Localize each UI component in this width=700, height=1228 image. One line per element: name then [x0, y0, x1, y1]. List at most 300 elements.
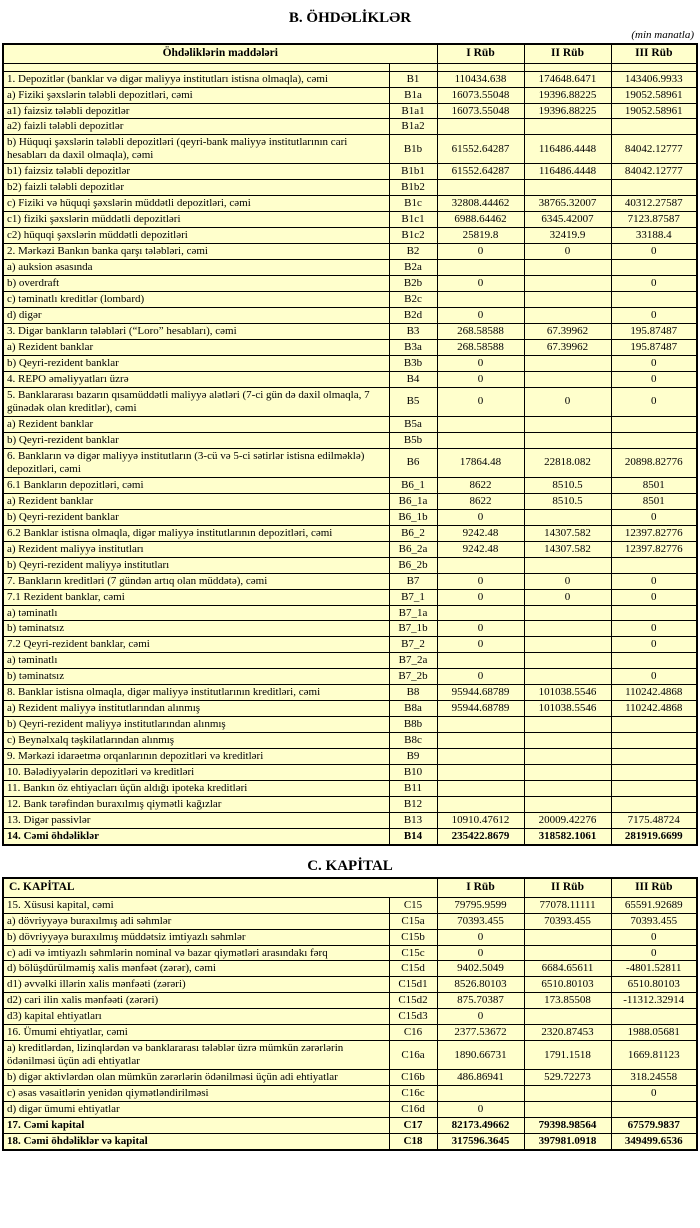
row-code: C17 [389, 1118, 437, 1134]
row-code: B7_2 [389, 637, 437, 653]
value-q3: 1669.81123 [611, 1041, 697, 1070]
table-row [3, 541, 697, 557]
table-row [3, 135, 697, 164]
value-q3 [611, 749, 697, 765]
value-q3: 0 [611, 387, 697, 416]
value-q2: 77078.11111 [524, 897, 611, 913]
row-label: 3. Digər bankların tələbləri (“Loro” hesabları), cəmi [3, 324, 389, 340]
value-q2: 174648.6471 [524, 71, 611, 87]
row-code: B7_2b [389, 669, 437, 685]
value-q1: 70393.455 [437, 913, 524, 929]
row-code: C16b [389, 1070, 437, 1086]
row-label: b) Qeyri-rezident banklar [3, 356, 389, 372]
row-label: b) təminatsız [3, 621, 389, 637]
value-q2 [524, 432, 611, 448]
row-label: 7.1 Rezident banklar, cəmi [3, 589, 389, 605]
value-q2: 6345.42007 [524, 212, 611, 228]
value-q3: 7175.48724 [611, 813, 697, 829]
value-q2 [524, 1102, 611, 1118]
value-q1: 0 [437, 589, 524, 605]
row-label: b) Qeyri-rezident banklar [3, 509, 389, 525]
value-q3: 33188.4 [611, 228, 697, 244]
value-q1 [437, 605, 524, 621]
row-code: C15 [389, 897, 437, 913]
table-row [3, 509, 697, 525]
column-header-q1: I Rüb [437, 878, 524, 897]
value-q1: 8526.80103 [437, 977, 524, 993]
value-q1 [437, 653, 524, 669]
row-code: B14 [389, 829, 437, 845]
value-q2: 0 [524, 387, 611, 416]
unit-note: (min manatla) [631, 29, 694, 41]
value-q3: 84042.12777 [611, 164, 697, 180]
value-q3: 0 [611, 276, 697, 292]
value-q2: 116486.4448 [524, 135, 611, 164]
value-q3 [611, 1009, 697, 1025]
table-row [3, 929, 697, 945]
table-row [3, 781, 697, 797]
row-label: a) təminatlı [3, 605, 389, 621]
table-row [3, 797, 697, 813]
table-row [3, 228, 697, 244]
value-q1: 0 [437, 356, 524, 372]
row-label: d) digər ümumi ehtiyatlar [3, 1102, 389, 1118]
table-row [3, 573, 697, 589]
table-row [3, 621, 697, 637]
value-q2: 79398.98564 [524, 1118, 611, 1134]
value-q3: 195.87487 [611, 340, 697, 356]
value-q1: 0 [437, 244, 524, 260]
table-row [3, 371, 697, 387]
column-header-items: Öhdəliklərin maddələri [3, 44, 437, 63]
column-header-q2: II Rüb [524, 44, 611, 63]
value-q2 [524, 276, 611, 292]
row-label: a) Rezident maliyyə institutlarından alınmış [3, 701, 389, 717]
row-label: d) bölüşdürülməmiş xalis mənfəət (zərər), cəmi [3, 961, 389, 977]
value-q1 [437, 119, 524, 135]
value-q2: 101038.5546 [524, 685, 611, 701]
table-row [3, 525, 697, 541]
value-q2 [524, 1086, 611, 1102]
table-row [3, 356, 697, 372]
value-q2: 2320.87453 [524, 1025, 611, 1041]
value-q2: 8510.5 [524, 493, 611, 509]
value-q1: 8622 [437, 477, 524, 493]
value-q2 [524, 371, 611, 387]
row-label: 17. Cəmi kapital [3, 1118, 389, 1134]
table-row [3, 669, 697, 685]
value-q3: 0 [611, 669, 697, 685]
value-q3: 1988.05681 [611, 1025, 697, 1041]
row-code: C16a [389, 1041, 437, 1070]
value-q2 [524, 416, 611, 432]
value-q3: 19052.58961 [611, 87, 697, 103]
value-q3: 110242.4868 [611, 701, 697, 717]
value-q1: 268.58588 [437, 340, 524, 356]
value-q1: 0 [437, 669, 524, 685]
table-row [3, 765, 697, 781]
value-q1 [437, 260, 524, 276]
table-row [3, 945, 697, 961]
table-row [3, 813, 697, 829]
value-q3: 0 [611, 929, 697, 945]
row-code: B5a [389, 416, 437, 432]
value-q1 [437, 749, 524, 765]
row-code: B1a2 [389, 119, 437, 135]
row-code: B1c2 [389, 228, 437, 244]
row-code: C15b [389, 929, 437, 945]
value-q1 [437, 765, 524, 781]
table-row [3, 557, 697, 573]
value-q1: 0 [437, 621, 524, 637]
row-code: B3 [389, 324, 437, 340]
table-row [3, 637, 697, 653]
row-label: d2) cari ilin xalis mənfəəti (zərəri) [3, 993, 389, 1009]
table-row [3, 653, 697, 669]
value-q3: 67579.9837 [611, 1118, 697, 1134]
row-label: 6.2 Banklar istisna olmaqla, digər maliyyə institutlarının depozitləri, cəmi [3, 525, 389, 541]
table-row [3, 1102, 697, 1118]
value-q2: 529.72273 [524, 1070, 611, 1086]
row-label: c2) hüquqi şəxslərin müddətli depozitləri [3, 228, 389, 244]
value-q1: 0 [437, 637, 524, 653]
table-row [3, 180, 697, 196]
value-q2 [524, 765, 611, 781]
value-q1: 32808.44462 [437, 196, 524, 212]
row-label: 9. Mərkəzi idarəetmə orqanlarının depozitləri və kreditləri [3, 749, 389, 765]
row-label: c) Fiziki və hüquqi şəxslərin müddətli depozitləri, cəmi [3, 196, 389, 212]
value-q3: 0 [611, 371, 697, 387]
value-q3 [611, 797, 697, 813]
row-code: B8a [389, 701, 437, 717]
value-q3: 0 [611, 637, 697, 653]
row-code: B5 [389, 387, 437, 416]
value-q3: -4801.52811 [611, 961, 697, 977]
table-row [3, 1118, 697, 1134]
row-code: C15d [389, 961, 437, 977]
row-label: 7.2 Qeyri-rezident banklar, cəmi [3, 637, 389, 653]
row-code: B6 [389, 448, 437, 477]
row-label: b) Qeyri-rezident maliyyə institutlarından alınmış [3, 717, 389, 733]
value-q1: 9242.48 [437, 541, 524, 557]
value-q3 [611, 717, 697, 733]
value-q2 [524, 945, 611, 961]
value-q1: 25819.8 [437, 228, 524, 244]
row-label: 4. REPO əməliyyatları üzrə [3, 371, 389, 387]
row-label [3, 63, 389, 71]
table-row [3, 1025, 697, 1041]
row-code: C16d [389, 1102, 437, 1118]
row-code: B2 [389, 244, 437, 260]
row-code: B2d [389, 308, 437, 324]
value-q3: 0 [611, 621, 697, 637]
column-header-q3: III Rüb [611, 878, 697, 897]
row-label: a) auksion əsasında [3, 260, 389, 276]
value-q1 [437, 180, 524, 196]
row-code: B3a [389, 340, 437, 356]
row-label: d3) kapital ehtiyatları [3, 1009, 389, 1025]
row-label: b2) faizli tələbli depozitlər [3, 180, 389, 196]
row-code: B2c [389, 292, 437, 308]
row-code: B8c [389, 733, 437, 749]
table-row [3, 589, 697, 605]
table-row [3, 164, 697, 180]
row-code: B1c [389, 196, 437, 212]
table-row [3, 897, 697, 913]
row-label: a) Rezident maliyyə institutları [3, 541, 389, 557]
row-code: B1b2 [389, 180, 437, 196]
row-code: B2b [389, 276, 437, 292]
table-row [3, 977, 697, 993]
value-q2: 101038.5546 [524, 701, 611, 717]
value-q3: 65591.92689 [611, 897, 697, 913]
value-q2 [524, 260, 611, 276]
value-q1 [437, 781, 524, 797]
table-row [3, 733, 697, 749]
row-code: B1b1 [389, 164, 437, 180]
capital-header-row [3, 878, 697, 897]
value-q1: 0 [437, 1009, 524, 1025]
table-row [3, 119, 697, 135]
value-q3 [611, 765, 697, 781]
row-code: B1b [389, 135, 437, 164]
liabilities-header-row [3, 44, 697, 63]
table-row [3, 324, 697, 340]
table-row [3, 212, 697, 228]
value-q3 [611, 180, 697, 196]
value-q3: 0 [611, 356, 697, 372]
row-code: C16c [389, 1086, 437, 1102]
value-q3: 8501 [611, 477, 697, 493]
spacer-row [3, 63, 697, 71]
value-q3: 6510.80103 [611, 977, 697, 993]
row-label: b) digər aktivlərdən olan mümkün zərərlərin ödənilməsi üçün adi ehtiyatlar [3, 1070, 389, 1086]
value-q2 [524, 669, 611, 685]
row-label: b) Qeyri-rezident banklar [3, 432, 389, 448]
value-q2: 1791.1518 [524, 1041, 611, 1070]
value-q3: 318.24558 [611, 1070, 697, 1086]
value-q3: 20898.82776 [611, 448, 697, 477]
value-q2 [524, 781, 611, 797]
value-q2 [524, 180, 611, 196]
table-row [3, 493, 697, 509]
row-label: d) digər [3, 308, 389, 324]
row-code: C15a [389, 913, 437, 929]
value-q1: 0 [437, 929, 524, 945]
table-row [3, 244, 697, 260]
row-label: 7. Bankların kreditləri (7 gündən artıq olan müddətə), cəmi [3, 573, 389, 589]
row-code: B1a1 [389, 103, 437, 119]
row-code: B7_2a [389, 653, 437, 669]
value-q3 [611, 292, 697, 308]
row-label: 16. Ümumi ehtiyatlar, cəmi [3, 1025, 389, 1041]
row-code: B6_2a [389, 541, 437, 557]
value-q2: 14307.582 [524, 525, 611, 541]
row-code: B7_1b [389, 621, 437, 637]
value-q2: 0 [524, 244, 611, 260]
value-q3: 19052.58961 [611, 103, 697, 119]
value-q3 [611, 260, 697, 276]
value-q2 [524, 1009, 611, 1025]
value-q2: 6510.80103 [524, 977, 611, 993]
row-label: 13. Digər passivlər [3, 813, 389, 829]
value-q3: 0 [611, 945, 697, 961]
row-label: b1) faizsiz tələbli depozitlər [3, 164, 389, 180]
value-q3 [611, 781, 697, 797]
value-q1 [437, 63, 524, 71]
table-row [3, 87, 697, 103]
value-q1: 61552.64287 [437, 135, 524, 164]
value-q3: 84042.12777 [611, 135, 697, 164]
value-q2 [524, 653, 611, 669]
value-q2 [524, 929, 611, 945]
row-label: 5. Banklararası bazarın qısamüddətli maliyyə alətləri (7-ci gün də daxil olmaqla, 7 günədək olan kreditlər), cəmi [3, 387, 389, 416]
value-q2 [524, 621, 611, 637]
value-q2: 6684.65611 [524, 961, 611, 977]
capital-table [2, 877, 698, 1151]
row-code: B12 [389, 797, 437, 813]
value-q1: 486.86941 [437, 1070, 524, 1086]
value-q2 [524, 797, 611, 813]
table-row [3, 913, 697, 929]
row-code: B6_2 [389, 525, 437, 541]
value-q1: 0 [437, 387, 524, 416]
value-q1: 82173.49662 [437, 1118, 524, 1134]
column-header-q3: III Rüb [611, 44, 697, 63]
value-q3: 0 [611, 308, 697, 324]
value-q1: 8622 [437, 493, 524, 509]
table-row [3, 1070, 697, 1086]
value-q1 [437, 717, 524, 733]
value-q2 [524, 557, 611, 573]
table-row [3, 448, 697, 477]
row-label: b) overdraft [3, 276, 389, 292]
row-label: a) dövriyyəyə buraxılmış adi səhmlər [3, 913, 389, 929]
row-label: 2. Mərkəzi Bankın banka qarşı tələbləri, cəmi [3, 244, 389, 260]
value-q3: 0 [611, 573, 697, 589]
row-code [389, 63, 437, 71]
row-code: C15c [389, 945, 437, 961]
row-label: a) Rezident banklar [3, 493, 389, 509]
value-q2: 0 [524, 573, 611, 589]
value-q1 [437, 797, 524, 813]
row-label: c1) fiziki şəxslərin müddətli depozitləri [3, 212, 389, 228]
value-q1: 17864.48 [437, 448, 524, 477]
row-code: B6_2b [389, 557, 437, 573]
value-q2: 8510.5 [524, 477, 611, 493]
value-q1: 317596.3645 [437, 1134, 524, 1150]
value-q1: 0 [437, 945, 524, 961]
table-row [3, 685, 697, 701]
value-q2 [524, 733, 611, 749]
row-code: B8 [389, 685, 437, 701]
table-row [3, 260, 697, 276]
table-row [3, 432, 697, 448]
table-row [3, 308, 697, 324]
value-q3 [611, 416, 697, 432]
row-label: 6.1 Bankların depozitləri, cəmi [3, 477, 389, 493]
row-label: c) əsas vəsaitlərin yenidən qiymətləndirilməsi [3, 1086, 389, 1102]
row-code: B8b [389, 717, 437, 733]
value-q1: 0 [437, 371, 524, 387]
row-code: B7_1 [389, 589, 437, 605]
table-row [3, 749, 697, 765]
value-q1: 95944.68789 [437, 685, 524, 701]
row-label: a2) faizli tələbli depozitlər [3, 119, 389, 135]
table-row [3, 1041, 697, 1070]
row-code: B5b [389, 432, 437, 448]
value-q3 [611, 119, 697, 135]
table-row [3, 196, 697, 212]
value-q2: 0 [524, 589, 611, 605]
value-q1: 0 [437, 1102, 524, 1118]
row-label: 6. Bankların və digər maliyyə institutların (3-cü və 5-ci sətirlər istisna edilməklə) depozitləri, cəmi [3, 448, 389, 477]
value-q2: 67.39962 [524, 340, 611, 356]
row-label: a) Rezident banklar [3, 416, 389, 432]
value-q3 [611, 557, 697, 573]
table-row [3, 71, 697, 87]
row-code: B3b [389, 356, 437, 372]
value-q2: 70393.455 [524, 913, 611, 929]
table-row [3, 605, 697, 621]
value-q1: 95944.68789 [437, 701, 524, 717]
value-q1: 79795.9599 [437, 897, 524, 913]
row-code: C16 [389, 1025, 437, 1041]
row-code: B1 [389, 71, 437, 87]
row-code: C15d2 [389, 993, 437, 1009]
row-label: 11. Bankın öz ehtiyacları üçün aldığı ipoteka kreditləri [3, 781, 389, 797]
row-label: a) Fiziki şəxslərin tələbli depozitləri, cəmi [3, 87, 389, 103]
value-q1: 110434.638 [437, 71, 524, 87]
value-q2: 397981.0918 [524, 1134, 611, 1150]
row-label: 14. Cəmi öhdəliklər [3, 829, 389, 845]
value-q2: 20009.42276 [524, 813, 611, 829]
row-code: B6_1b [389, 509, 437, 525]
row-label: a) Rezident banklar [3, 340, 389, 356]
value-q2: 19396.88225 [524, 103, 611, 119]
value-q3: -11312.32914 [611, 993, 697, 1009]
value-q2: 173.85508 [524, 993, 611, 1009]
value-q3 [611, 653, 697, 669]
row-label: 18. Cəmi öhdəliklər və kapital [3, 1134, 389, 1150]
row-label: 1. Depozitlər (banklar və digər maliyyə institutları istisna olmaqla), cəmi [3, 71, 389, 87]
row-code: B1c1 [389, 212, 437, 228]
value-q1: 10910.47612 [437, 813, 524, 829]
value-q3: 281919.6699 [611, 829, 697, 845]
value-q3: 0 [611, 1086, 697, 1102]
value-q2 [524, 119, 611, 135]
table-row [3, 416, 697, 432]
table-row [3, 993, 697, 1009]
row-code: C15d3 [389, 1009, 437, 1025]
value-q3: 349499.6536 [611, 1134, 697, 1150]
table-row [3, 829, 697, 845]
value-q1 [437, 1086, 524, 1102]
value-q1: 9402.5049 [437, 961, 524, 977]
row-code: C18 [389, 1134, 437, 1150]
value-q1: 0 [437, 276, 524, 292]
value-q3 [611, 733, 697, 749]
value-q3: 0 [611, 589, 697, 605]
row-label: c) Beynəlxalq təşkilatlarından alınmış [3, 733, 389, 749]
value-q3: 40312.27587 [611, 196, 697, 212]
row-label: c) təminatlı kreditlər (lombard) [3, 292, 389, 308]
value-q2: 22818.082 [524, 448, 611, 477]
row-label: d1) əvvəlki illərin xalis mənfəəti (zərəri) [3, 977, 389, 993]
row-code: B7_1a [389, 605, 437, 621]
value-q3 [611, 63, 697, 71]
value-q3 [611, 432, 697, 448]
